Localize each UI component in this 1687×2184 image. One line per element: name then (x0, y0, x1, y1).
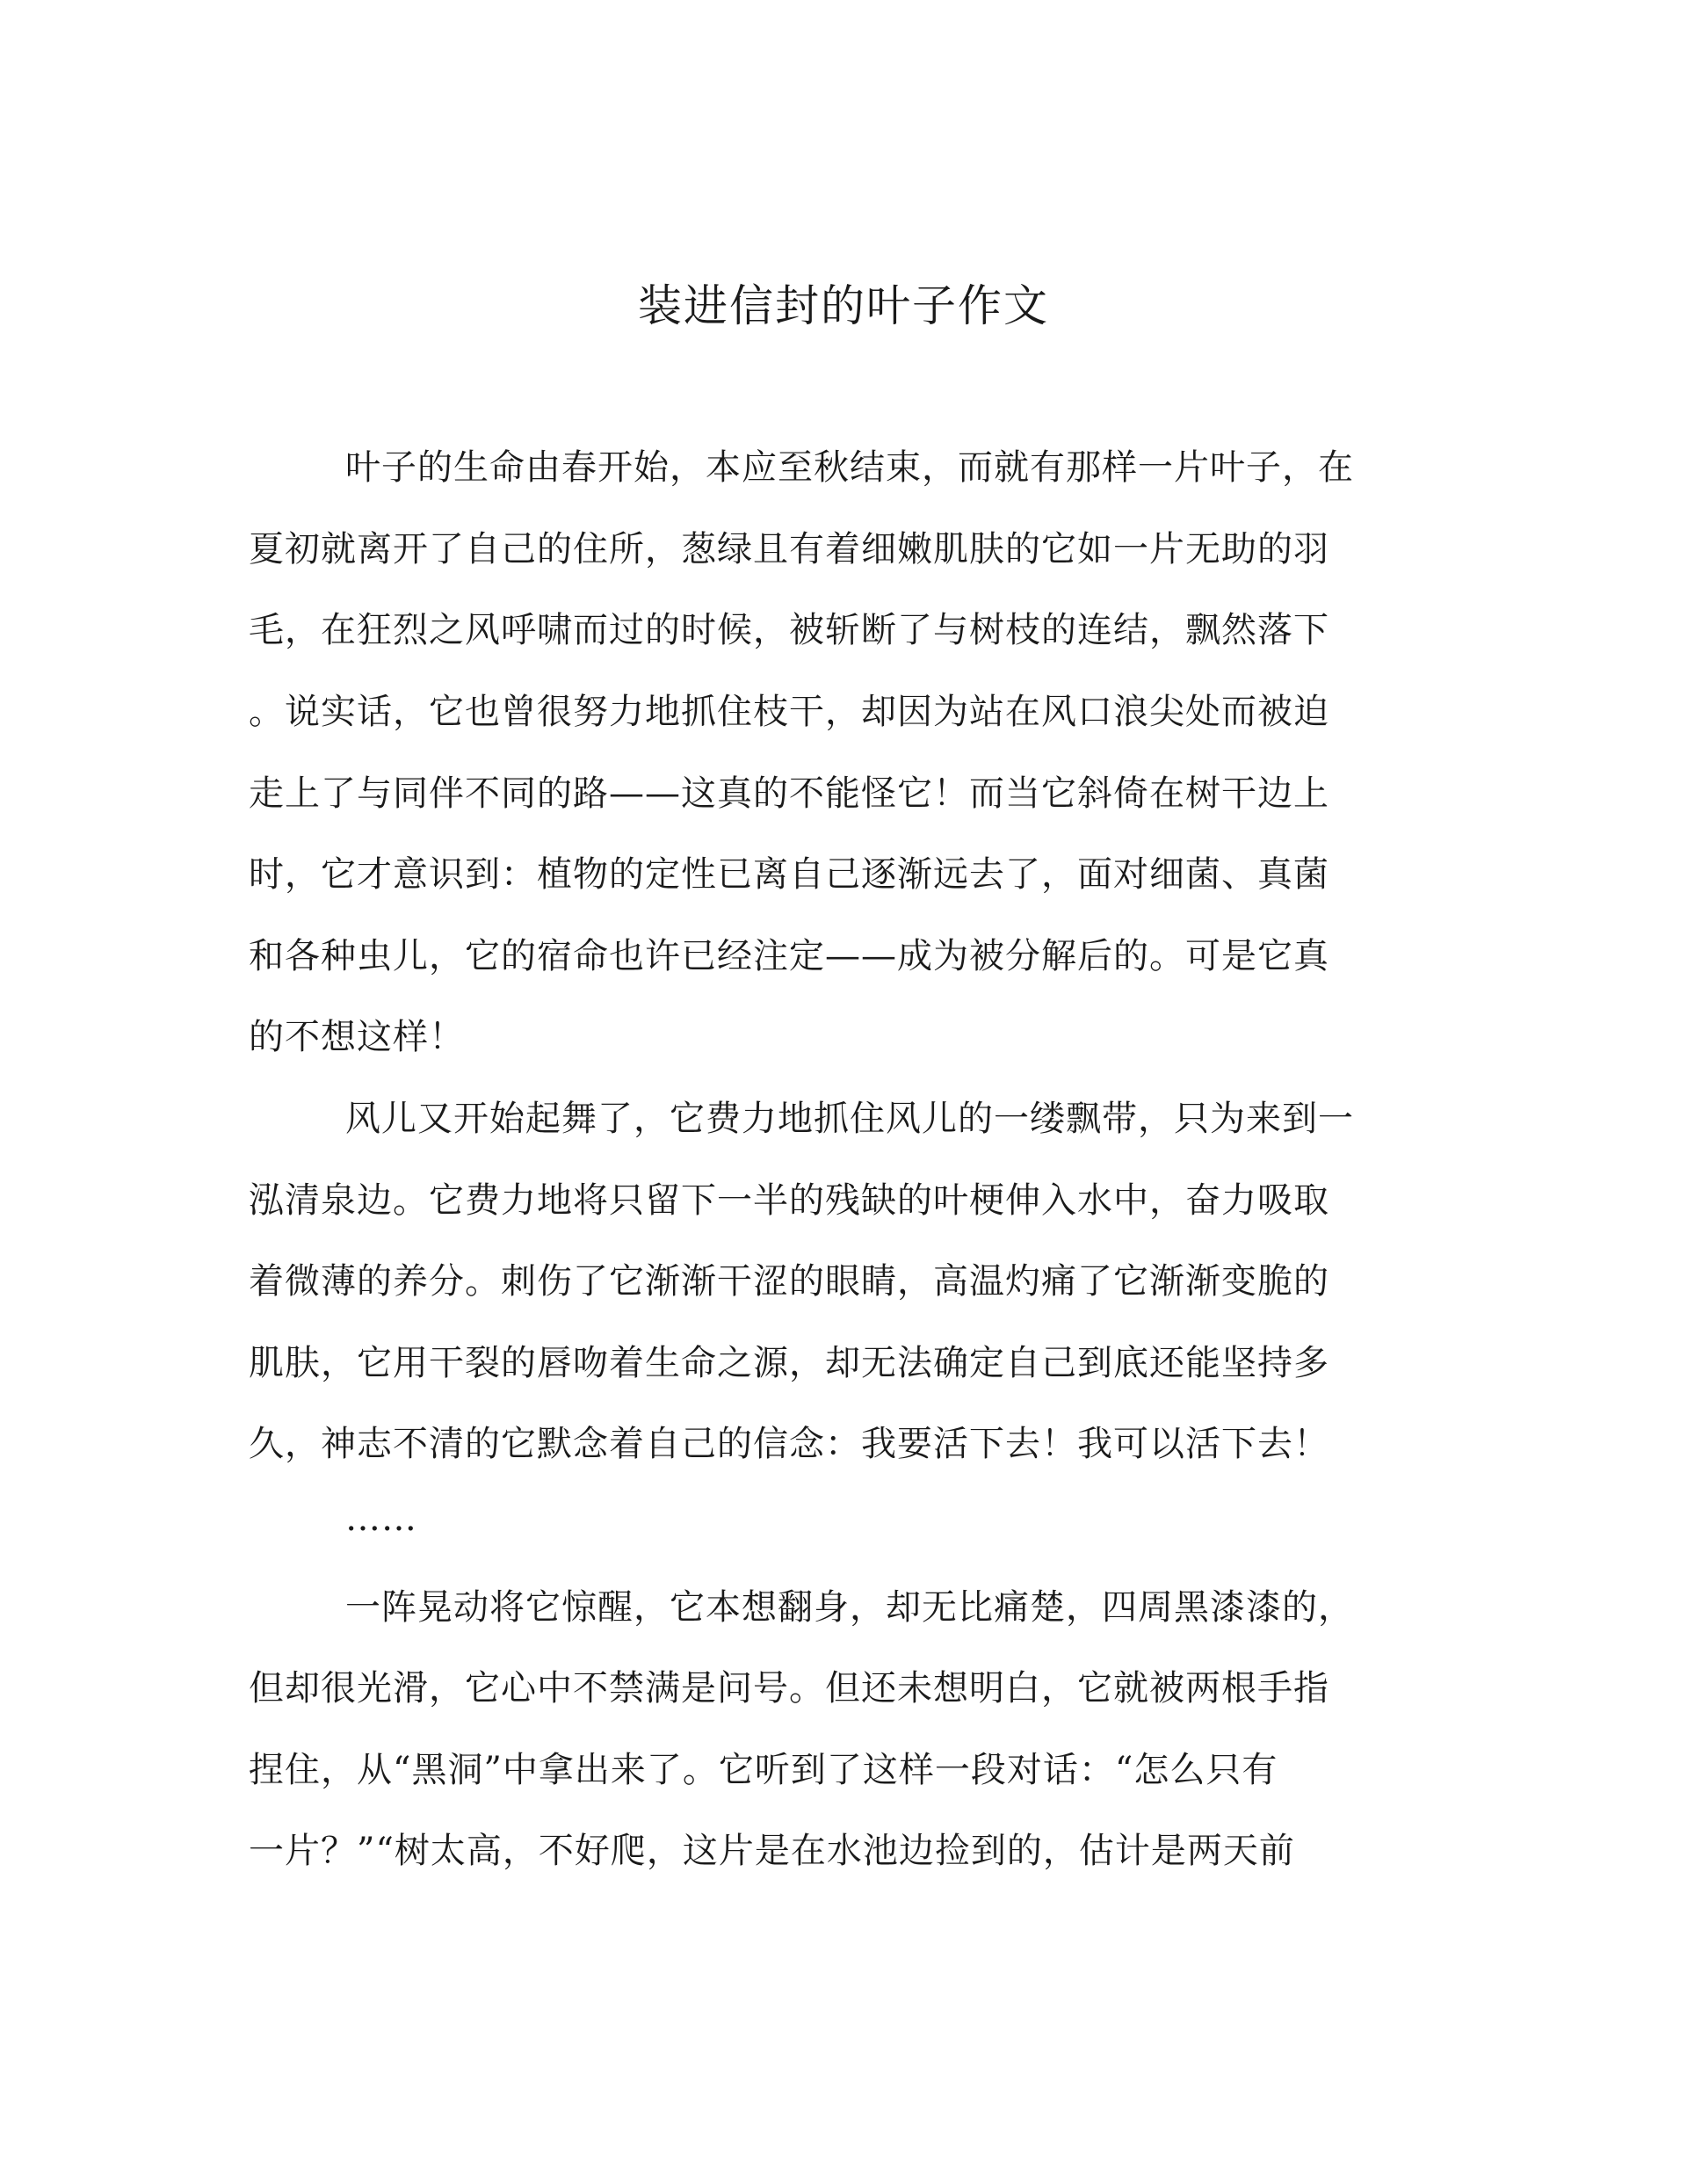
document-title: 装进信封的叶子作文 (638, 280, 1049, 331)
text-line: 泓清泉边。它费力地将只留下一半的残缺的叶梗伸入水中，奋力吸取 (249, 1180, 1329, 1221)
text-line: 肌肤，它用干裂的唇吻着生命之源，却无法确定自己到底还能坚持多 (249, 1343, 1329, 1383)
text-line: 但却很光滑，它心中不禁满是问号。但还未想明白，它就被两根手指 (249, 1668, 1329, 1709)
text-line: 久，神志不清的它默念着自己的信念：我要活下去！我可以活下去！ (249, 1424, 1329, 1464)
text-line: 捏住，从“黑洞”中拿出来了。它听到了这样一段对话：“怎么只有 (249, 1750, 1278, 1790)
text-line: 一片？”“树太高，不好爬，这片是在水池边捡到的，估计是两天前 (249, 1831, 1295, 1871)
text-line: 一阵晃动将它惊醒，它本想翻身，却无比痛楚，四周黑漆漆的， (345, 1587, 1354, 1628)
text-line: 着微薄的养分。刺伤了它渐渐干涩的眼睛，高温灼痛了它渐渐变脆的 (249, 1261, 1329, 1302)
text-line: 的不想这样！ (249, 1017, 465, 1057)
text-line: 。说实话，它也曾很努力地抓住枝干，却因为站在风口浪尖处而被迫 (249, 692, 1329, 732)
text-line: 走上了与同伴不同的路——这真的不能怪它！而当它斜倚在树干边上 (249, 773, 1329, 814)
text-line: 风儿又开始起舞了，它费力地抓住风儿的一缕飘带，只为来到一 (345, 1099, 1354, 1139)
text-line: 夏初就离开了自己的住所，葱绿且有着细嫩肌肤的它如一片无助的羽 (249, 529, 1329, 570)
text-line: 叶子的生命由春开始，本应至秋结束，而就有那样一片叶子，在 (345, 447, 1354, 488)
ellipsis-line: …… (345, 1498, 417, 1539)
text-line: 和各种虫儿，它的宿命也许已经注定——成为被分解后的。可是它真 (249, 936, 1329, 976)
text-line: 时，它才意识到：植物的定性已离自己逐渐远去了，面对细菌、真菌 (249, 854, 1329, 895)
text-line: 毛，在狂烈之风呼啸而过的时候，被斩断了与树枝的连结，飘然落下 (249, 610, 1329, 650)
